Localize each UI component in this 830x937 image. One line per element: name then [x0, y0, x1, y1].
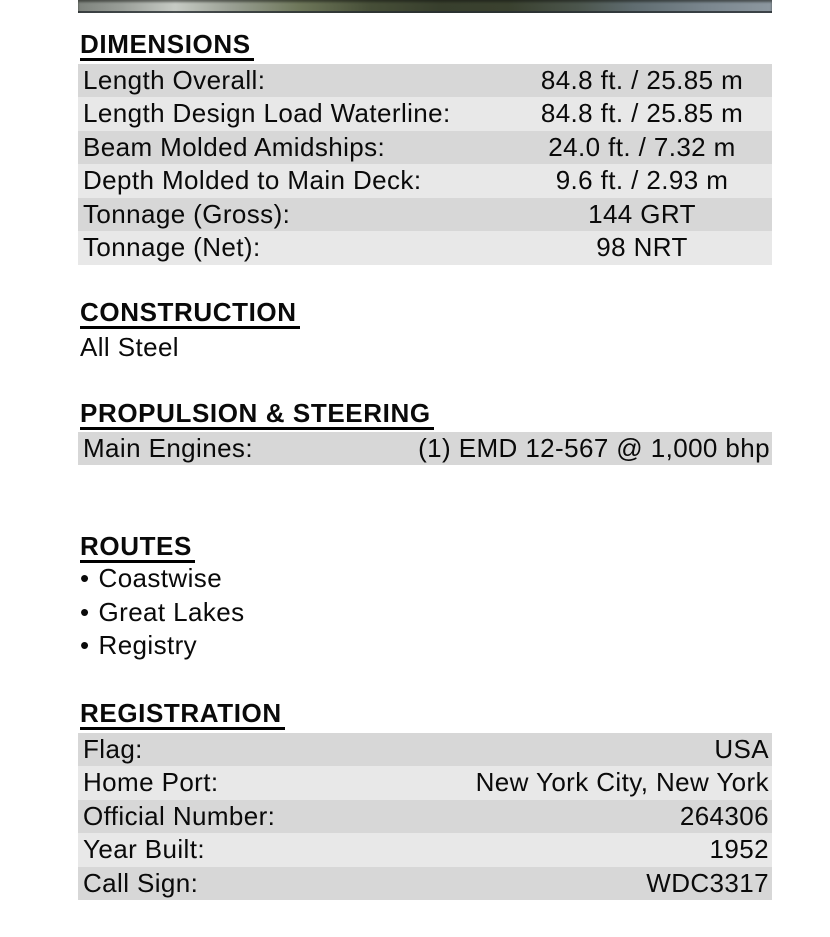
spec-label: Flag: — [83, 733, 143, 764]
spec-label: Length Design Load Waterline: — [83, 98, 451, 129]
spec-value: 144 GRT — [588, 198, 696, 229]
spec-label: Call Sign: — [83, 867, 199, 898]
spec-label: Home Port: — [83, 767, 219, 798]
table-row — [78, 766, 772, 800]
table-row — [78, 131, 772, 165]
routes-list — [80, 562, 245, 662]
spec-label: Year Built: — [83, 834, 205, 865]
registration-title: REGISTRATION — [80, 699, 285, 730]
spec-label: Depth Molded to Main Deck: — [83, 165, 422, 196]
spec-label: Length Overall: — [83, 64, 266, 95]
table-row — [78, 231, 772, 265]
spec-value: 264306 — [679, 800, 769, 831]
table-row — [78, 64, 772, 98]
table-row — [78, 733, 772, 767]
construction-text: All Steel — [80, 332, 179, 362]
bullet-icon: • — [80, 596, 90, 627]
table-row — [78, 867, 772, 901]
table-row — [78, 164, 772, 198]
route-label: Great Lakes — [98, 596, 245, 627]
route-label: Coastwise — [98, 563, 223, 594]
table-row — [78, 97, 772, 131]
list-item — [80, 629, 245, 662]
bullet-icon: • — [80, 629, 90, 660]
spec-label: Official Number: — [83, 800, 276, 831]
table-row — [78, 432, 772, 466]
spec-value: 84.8 ft. / 25.85 m — [540, 98, 744, 129]
list-item — [80, 595, 245, 628]
spec-value: WDC3317 — [646, 867, 769, 898]
bullet-icon: • — [80, 563, 90, 594]
spec-value: 98 NRT — [596, 232, 688, 263]
route-label: Registry — [98, 629, 198, 660]
spec-label: Beam Molded Amidships: — [83, 131, 386, 162]
registration-table — [78, 733, 772, 901]
list-item — [80, 562, 245, 595]
spec-value: 1952 — [709, 834, 769, 865]
table-row — [78, 800, 772, 834]
construction-title: CONSTRUCTION — [80, 298, 300, 329]
spec-label: Main Engines: — [83, 432, 253, 463]
spec-value: (1) EMD 12-567 @ 1,000 bhp — [418, 432, 770, 463]
spec-value: 9.6 ft. / 2.93 m — [555, 165, 729, 196]
spec-label: Tonnage (Net): — [83, 232, 261, 263]
table-row — [78, 833, 772, 867]
propulsion-table — [78, 432, 772, 466]
spec-value: 24.0 ft. / 7.32 m — [548, 131, 736, 162]
spec-value: 84.8 ft. / 25.85 m — [540, 64, 744, 95]
spec-value: USA — [714, 733, 769, 764]
spec-value: New York City, New York — [475, 767, 769, 798]
dimensions-table — [78, 64, 772, 265]
vessel-photo-bottom-edge — [78, 0, 772, 13]
spec-label: Tonnage (Gross): — [83, 198, 291, 229]
routes-title: ROUTES — [80, 532, 195, 563]
propulsion-title: PROPULSION & STEERING — [80, 399, 434, 430]
table-row — [78, 198, 772, 232]
dimensions-title: DIMENSIONS — [80, 30, 254, 61]
